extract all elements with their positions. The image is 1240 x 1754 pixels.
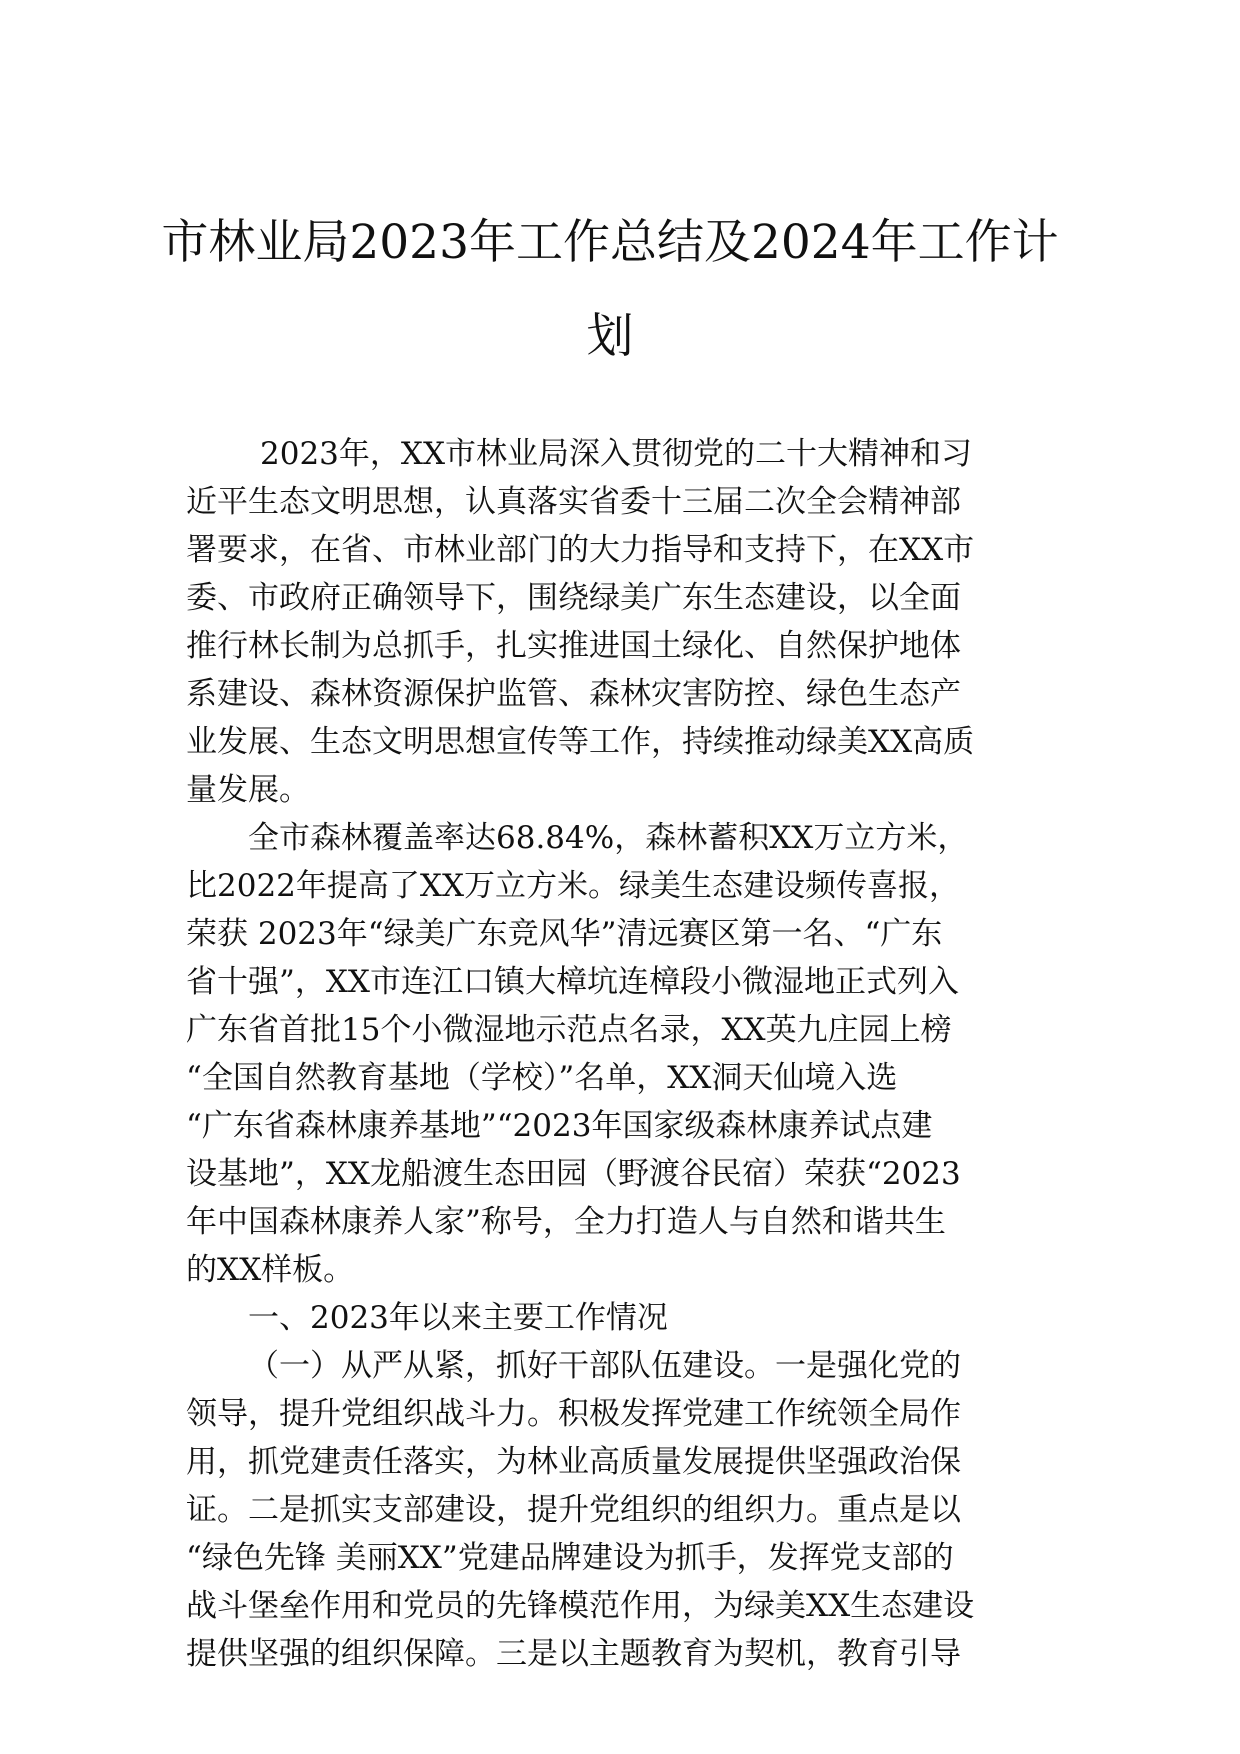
text-line: 比2022年提高了XX万立方米。绿美生态建设频传喜报，	[186, 868, 961, 904]
text-line: 省十强”，XX市连江口镇大樟坑连樟段小微湿地正式列入	[186, 964, 959, 1000]
text-line: 的XX样板。	[186, 1252, 355, 1288]
title-line: 市林业局2023年工作总结及2024年工作计	[161, 215, 1059, 270]
text-line: 设基地”，XX龙船渡生态田园（野渡谷民宿）荣获“2023	[186, 1156, 961, 1192]
text-line: “绿色先锋 美丽XX”党建品牌建设为抓手，发挥党支部的	[186, 1540, 954, 1576]
text-line: “广东省森林康养基地”“2023年国家级森林康养试点建	[186, 1108, 933, 1144]
document-title	[150, 196, 1070, 384]
text-line: 证。二是抓实支部建设，提升党组织的组织力。重点是以	[186, 1492, 961, 1528]
section-heading	[186, 1294, 1052, 1342]
text-line: 2023年，XX市林业局深入贯彻党的二十大精神和习	[260, 436, 973, 472]
text-line: 广东省首批15个小微湿地示范点名录，XX英九庄园上榜	[186, 1012, 952, 1048]
text-line: 委、市政府正确领导下，围绕绿美广东生态建设，以全面	[186, 580, 961, 616]
text-line: 用，抓党建责任落实，为林业高质量发展提供坚强政治保	[186, 1444, 961, 1480]
text-line: 系建设、森林资源保护监管、森林灾害防控、绿色生态产	[186, 676, 961, 712]
paragraph-achievements	[186, 814, 1052, 1294]
text-line: （一）从严从紧，抓好干部队伍建设。一是强化党的	[248, 1348, 961, 1384]
text-line: 近平生态文明思想，认真落实省委十三届二次全会精神部	[186, 484, 961, 520]
text-line: 战斗堡垒作用和党员的先锋模范作用，为绿美XX生态建设	[186, 1588, 975, 1624]
text-line: “全国自然教育基地（学校）”名单，XX洞天仙境入选	[186, 1060, 898, 1096]
title-line: 划	[586, 309, 634, 364]
text-line: 年中国森林康养人家”称号，全力打造人与自然和谐共生	[186, 1204, 946, 1240]
text-line: 推行林长制为总抓手，扎实推进国土绿化、自然保护地体	[186, 628, 961, 664]
text-line: 署要求，在省、市林业部门的大力指导和支持下，在XX市	[186, 532, 975, 568]
text-line: 量发展。	[186, 772, 310, 808]
text-line: 领导，提升党组织战斗力。积极发挥党建工作统领全局作	[186, 1396, 961, 1432]
text-line: 荣获 2023年“绿美广东竞风华”清远赛区第一名、“广东	[186, 916, 943, 952]
heading-line: 一、2023年以来主要工作情况	[248, 1300, 668, 1336]
text-line: 提供坚强的组织保障。三是以主题教育为契机，教育引导	[186, 1636, 961, 1672]
text-line: 全市森林覆盖率达68.84%，森林蓄积XX万立方米，	[248, 820, 969, 856]
text-line: 业发展、生态文明思想宣传等工作，持续推动绿美XX高质	[186, 724, 975, 760]
paragraph-intro	[186, 430, 1052, 814]
paragraph-party-building	[186, 1342, 1052, 1678]
document-body	[186, 430, 1052, 1678]
